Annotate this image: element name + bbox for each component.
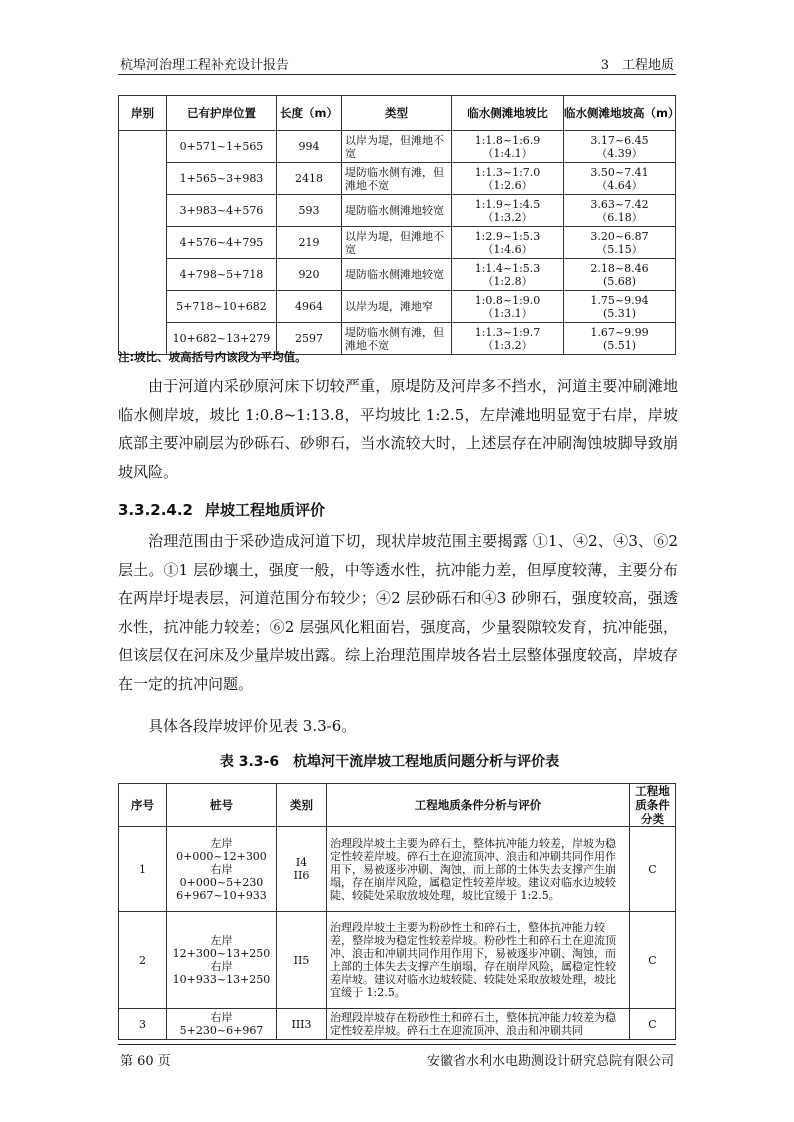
- position-cell: 10+682~13+279: [167, 323, 277, 355]
- table-header-row: [119, 784, 676, 827]
- table-row: [119, 163, 676, 195]
- th-type: 类型: [342, 96, 452, 131]
- table-row: [119, 131, 676, 163]
- length-cell: 920: [277, 259, 342, 291]
- table-row: [119, 227, 676, 259]
- height-range: 2.18~8.46: [590, 261, 649, 275]
- paragraph-evaluation: 治理范围由于采砂造成河道下切，现状岸坡范围主要揭露 ①1、④2、④3、⑥2 层土。①1 层砂壤土，强度一般，中等透水性，抗冲能力差，但厚度较薄，主要分布在两岸圩堤表层，河道范围分布较少；④2 层砂砾石和④3 砂卵石，强度较高，强透水性，抗冲能力较差；⑥2 层强风化粗面岩，强度高，少量裂隙较发育，抗冲能强，但该层仅在河床及少量岸坡出露。综上治理范围岸坡各岩土层整体强度较高，岸坡存在一定的抗冲问题。: [118, 532, 678, 693]
- height-range: 1.67~9.99: [590, 325, 649, 339]
- height-cell: [564, 131, 676, 163]
- table-header-row: [119, 96, 676, 131]
- length-cell: 4964: [277, 291, 342, 323]
- no-cell: 1: [119, 827, 167, 912]
- ratio-cell: [452, 163, 564, 195]
- ratio-avg: （1:4.6）: [482, 242, 533, 256]
- ratio-cell: [452, 195, 564, 227]
- height-range: 3.20~6.87: [590, 229, 649, 243]
- th-slope-height: 临水侧滩地坡高（m）: [564, 96, 676, 131]
- type-cell: 以岸为堤，滩地窄: [342, 291, 452, 323]
- height-cell: [564, 291, 676, 323]
- th-length: 长度（m）: [277, 96, 342, 131]
- ratio-avg: （1:2.6）: [482, 178, 533, 192]
- ratio-avg: （1:3.2）: [482, 210, 533, 224]
- pile-cell: 左岸 12+300~13+250 右岸 10+933~13+250: [167, 912, 277, 1009]
- type-cell: 堤防临水侧有滩，但滩地不宽: [342, 323, 452, 355]
- table-row: [119, 195, 676, 227]
- header-title: 杭埠河治理工程补充设计报告: [120, 58, 290, 73]
- height-cell: [564, 195, 676, 227]
- header-chapter: 3 工程地质: [600, 58, 674, 73]
- ratio-cell: [452, 131, 564, 163]
- ratio-cell: [452, 227, 564, 259]
- height-avg: （4.39）: [596, 146, 643, 160]
- height-range: 3.63~7.42: [590, 197, 649, 211]
- evaluation-cell: 治理段岸坡土主要为碎石土，整体抗冲能力较差，岸坡为稳定性较差岸坡。碎石土在迎流顶冲、浪击和冲刷共同作用作用下，易被逐步冲刷、淘蚀，而上部的土体失去支撑产生崩塌，存在崩岸风险，属稳定性较差岸坡。建议对临水边坡较陡、较陡处采取放坡处理，坡比宜缓于 1:2.5。: [327, 827, 630, 912]
- ratio-avg: （1:4.1）: [482, 146, 533, 160]
- table-caption: [118, 751, 675, 771]
- height-avg: （5.15）: [596, 242, 643, 256]
- page-number: 第 60 页: [120, 1054, 171, 1069]
- pile-cell: 左岸 0+000~12+300 右岸 0+000~5+230 6+967~10+933: [167, 827, 277, 912]
- position-cell: 5+718~10+682: [167, 291, 277, 323]
- type-cell: 堤防临水侧滩地较宽: [342, 195, 452, 227]
- height-cell: [564, 227, 676, 259]
- table-row: [119, 259, 676, 291]
- category-cell: I4 II6: [277, 827, 327, 912]
- bank-cell: [119, 131, 167, 355]
- section-heading: [118, 499, 337, 520]
- height-cell: [564, 259, 676, 291]
- length-cell: 2418: [277, 163, 342, 195]
- position-cell: 3+983~4+576: [167, 195, 277, 227]
- classification-cell: C: [630, 1009, 676, 1040]
- type-cell: 堤防临水侧滩地较宽: [342, 259, 452, 291]
- th-pile: 桩号: [167, 784, 277, 827]
- th-position: 已有护岸位置: [167, 96, 277, 131]
- table-row: [119, 291, 676, 323]
- pile-cell: 右岸 5+230~6+967: [167, 1009, 277, 1040]
- height-range: 1.75~9.94: [590, 293, 649, 307]
- position-cell: 4+576~4+795: [167, 227, 277, 259]
- ratio-range: 1:1.3~1:7.0: [474, 165, 541, 179]
- table-row: [119, 1009, 676, 1040]
- height-range: 3.50~7.41: [590, 165, 649, 179]
- paragraph-erosion: 由于河道内采砂原河床下切较严重，原堤防及河岸多不挡水，河道主要冲刷滩地临水侧岸坡，坡比 1:0.8~1:13.8，平均坡比 1:2.5，左岸滩地明显宽于右岸，岸坡底部主要冲刷层为砂砾石、砂卵石，当水流较大时，上述层存在冲刷淘蚀坡脚导致崩坡风险。: [118, 377, 678, 481]
- th-no: 序号: [119, 784, 167, 827]
- category-cell: II5: [277, 912, 327, 1009]
- paragraph-reference: 具体各段岸坡评价见表 3.3-6。: [148, 717, 357, 735]
- ratio-range: 1:1.9~1:4.5: [474, 197, 541, 211]
- classification-cell: C: [630, 912, 676, 1009]
- ratio-cell: [452, 323, 564, 355]
- height-range: 3.17~6.45: [590, 133, 649, 147]
- ratio-avg: （1:3.1）: [482, 306, 533, 320]
- evaluation-table: [118, 783, 676, 1040]
- caption-number: 表 3.3-6: [219, 754, 280, 770]
- no-cell: 2: [119, 912, 167, 1009]
- th-category: 类别: [277, 784, 327, 827]
- ratio-cell: [452, 291, 564, 323]
- height-avg: （4.64）: [596, 178, 643, 192]
- th-bank: 岸别: [119, 96, 167, 131]
- position-cell: 1+565~3+983: [167, 163, 277, 195]
- ratio-range: 1:1.8~1:6.9: [474, 133, 541, 147]
- height-avg: (5.31): [602, 306, 637, 320]
- ratio-avg: （1:3.2）: [482, 338, 533, 352]
- institute-name: 安徽省水利水电勘测设计研究总院有限公司: [426, 1054, 674, 1069]
- length-cell: 593: [277, 195, 342, 227]
- length-cell: 994: [277, 131, 342, 163]
- length-cell: 2597: [277, 323, 342, 355]
- height-avg: (5.51): [602, 338, 637, 352]
- height-cell: [564, 323, 676, 355]
- table-row: [119, 827, 676, 912]
- category-cell: III3: [277, 1009, 327, 1040]
- position-cell: 4+798~5+718: [167, 259, 277, 291]
- th-evaluation: 工程地质条件分析与评价: [327, 784, 630, 827]
- section-title: 岸坡工程地质评价: [204, 501, 325, 519]
- section-number: 3.3.2.4.2: [118, 501, 193, 519]
- position-cell: 0+571~1+565: [167, 131, 277, 163]
- table-row: [119, 912, 676, 1009]
- type-cell: 以岸为堤，但滩地不宽: [342, 227, 452, 259]
- length-cell: 219: [277, 227, 342, 259]
- caption-title: 杭埠河干流岸坡工程地质问题分析与评价表: [293, 754, 560, 770]
- type-cell: 以岸为堤，但滩地不宽: [342, 131, 452, 163]
- type-cell: 堤防临水侧有滩，但滩地不宽: [342, 163, 452, 195]
- evaluation-cell: 治理段岸坡土主要为粉砂性土和碎石土，整体抗冲能力较差，整岸坡为稳定性较差岸坡。粉砂性土和碎石土在迎流顶冲、浪击和冲刷共同作用作用下，易被逐步冲刷、淘蚀，而上部的土体失去支撑产生崩塌，存在崩岸风险，属稳定性较差岸坡。建议对临水边坡较陡、较陡处采取放坡处理，坡比宜缓于 1:2.5。: [327, 912, 630, 1009]
- height-avg: （6.18）: [596, 210, 643, 224]
- height-avg: (5.68): [602, 274, 637, 288]
- table-note: 注:坡比、坡高括号内该段为平均值。: [118, 350, 307, 364]
- revetment-table: [118, 95, 680, 355]
- ratio-avg: （1:2.8）: [482, 274, 533, 288]
- page-footer: [118, 1044, 676, 1067]
- th-slope-ratio: 临水侧滩地坡比: [452, 96, 564, 131]
- ratio-range: 1:2.9~1:5.3: [474, 229, 541, 243]
- classification-cell: C: [630, 827, 676, 912]
- ratio-range: 1:0.8~1:9.0: [474, 293, 541, 307]
- page-header: [118, 52, 676, 75]
- th-classification: 工程地质条件分类: [630, 784, 676, 827]
- ratio-range: 1:1.4~1:5.3: [474, 261, 541, 275]
- ratio-cell: [452, 259, 564, 291]
- height-cell: [564, 163, 676, 195]
- evaluation-cell: 治理段岸坡存在粉砂性土和碎石土，整体抗冲能力较差为稳定性较差岸坡。碎石土在迎流顶冲、浪击和冲刷共同: [327, 1009, 630, 1040]
- no-cell: 3: [119, 1009, 167, 1040]
- ratio-range: 1:1.3~1:9.7: [474, 325, 541, 339]
